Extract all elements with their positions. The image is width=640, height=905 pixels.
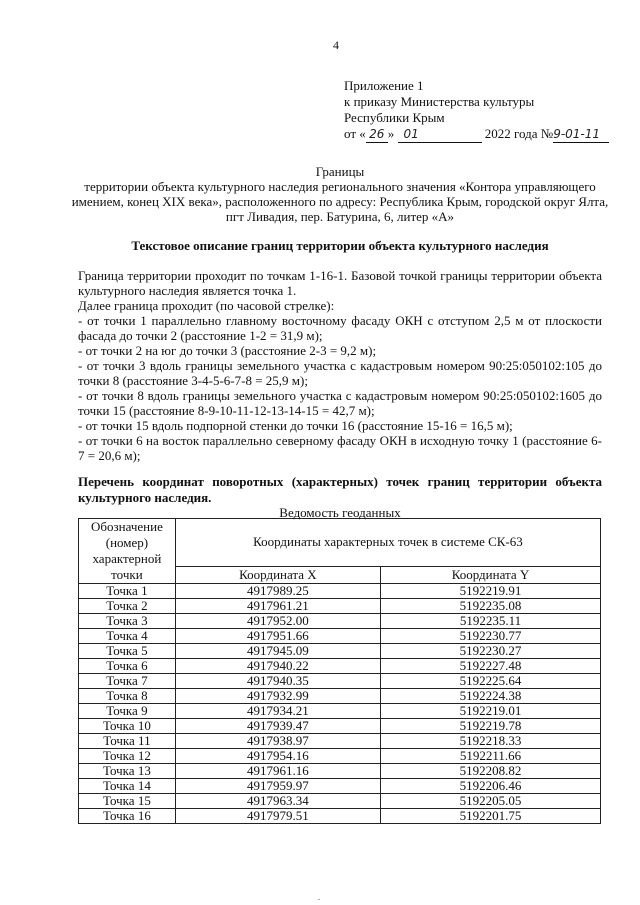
description-paragraph: - от точки 15 вдоль подпорной стенки до точки 16 (расстояние 15-16 = 16,5 м); <box>78 418 513 433</box>
table-cell-point: Точка 9 <box>79 704 176 719</box>
table-cell-y: 5192230.77 <box>380 629 600 644</box>
appendix-line-2: к приказу Министерства культуры <box>344 94 535 109</box>
table-cell-point: Точка 4 <box>79 629 176 644</box>
table-row <box>79 674 601 689</box>
table-cell-y: 5192230.27 <box>380 644 600 659</box>
appendix-line-1: Приложение 1 <box>344 78 424 93</box>
table-cell-y: 5192235.11 <box>380 614 600 629</box>
table-cell-x: 4917940.22 <box>175 659 380 674</box>
title-body: территории объекта культурного наследия регионального значения «Контора управляющего имением, конец XIX века», расположенного по адресу: Республика Крым, городской округ Ялта, пгт Ливадия, пер. Батурина, 6, литер «А» <box>71 179 609 224</box>
table-cell-x: 4917945.09 <box>175 644 380 659</box>
table-row <box>79 749 601 764</box>
table-cell-point: Точка 11 <box>79 734 176 749</box>
table-cell-point: Точка 15 <box>79 794 176 809</box>
table-cell-point: Точка 13 <box>79 764 176 779</box>
table-row <box>79 734 601 749</box>
table-cell-y: 5192205.05 <box>380 794 600 809</box>
table-row <box>79 659 601 674</box>
table-cell-point: Точка 6 <box>79 659 176 674</box>
table-cell-point: Точка 14 <box>79 779 176 794</box>
table-cell-x: 4917963.34 <box>175 794 380 809</box>
table-cell-point: Точка 8 <box>79 689 176 704</box>
table-row <box>79 794 601 809</box>
table-cell-y: 5192208.82 <box>380 764 600 779</box>
table-cell-x: 4917938.97 <box>175 734 380 749</box>
table-row <box>79 599 601 614</box>
date-month: 01 <box>398 126 482 143</box>
table-row <box>79 704 601 719</box>
table-cell-x: 4917932.99 <box>175 689 380 704</box>
header-y: Координата Y <box>380 566 600 583</box>
table-cell-point: Точка 1 <box>79 584 176 599</box>
boundary-description <box>78 268 602 463</box>
document-title <box>70 164 610 224</box>
table-cell-y: 5192218.33 <box>380 734 600 749</box>
footer-mark: . <box>318 893 320 902</box>
header-x: Координата X <box>175 566 380 583</box>
table-cell-x: 4917959.97 <box>175 779 380 794</box>
table-row <box>79 719 601 734</box>
table-cell-x: 4917952.00 <box>175 614 380 629</box>
description-paragraph: - от точки 6 на восток параллельно северному фасаду ОКН в исходную точку 1 (расстояние 6-7 = 20,6 м); <box>78 433 602 463</box>
table-cell-point: Точка 3 <box>79 614 176 629</box>
table-cell-y: 5192201.75 <box>380 809 600 824</box>
table-row <box>79 809 601 824</box>
table-cell-x: 4917940.35 <box>175 674 380 689</box>
date-prefix: от « <box>344 126 366 141</box>
table-row <box>79 779 601 794</box>
header-point: Обозначение (номер) характерной точки <box>79 519 176 584</box>
table-cell-x: 4917961.21 <box>175 599 380 614</box>
table-cell-point: Точка 5 <box>79 644 176 659</box>
table-cell-point: Точка 16 <box>79 809 176 824</box>
table-cell-y: 5192206.46 <box>380 779 600 794</box>
page-number: 4 <box>333 38 339 52</box>
description-paragraph: Граница территории проходит по точкам 1-16-1. Базовой точкой границы территории объекта культурного наследия является точка 1. <box>78 268 602 298</box>
table-cell-point: Точка 12 <box>79 749 176 764</box>
date-mid: » <box>387 126 395 141</box>
table-cell-y: 5192227.48 <box>380 659 600 674</box>
description-paragraph: Далее граница проходит (по часовой стрелке): <box>78 298 335 313</box>
coords-heading: Перечень координат поворотных (характерных) точек границ территории объекта культурного наследия. <box>78 474 602 505</box>
table-cell-x: 4917954.16 <box>175 749 380 764</box>
description-paragraph: - от точки 3 вдоль границы земельного участка с кадастровым номером 90:25:050102:105 до точки 8 (расстояние 3-4-5-6-7-8 = 25,9 м); <box>78 358 602 388</box>
section-subheading: Текстовое описание границ территории объекта культурного наследия <box>131 238 549 253</box>
description-paragraph: - от точки 2 на юг до точки 3 (расстояние 2-3 = 9,2 м); <box>78 343 377 358</box>
table-row <box>79 689 601 704</box>
description-paragraph: - от точки 8 вдоль границы земельного участка с кадастровым номером 90:25:050102:1605 до точки 15 (расстояние 8-9-10-11-12-13-14-15 = 42,7 м); <box>78 388 602 418</box>
table-cell-y: 5192235.08 <box>380 599 600 614</box>
table-cell-y: 5192224.38 <box>380 689 600 704</box>
header-coords: Координаты характерных точек в системе СК-63 <box>175 519 600 567</box>
table-cell-y: 5192225.64 <box>380 674 600 689</box>
date-year-text: 2022 года № <box>484 126 554 141</box>
table-cell-x: 4917951.66 <box>175 629 380 644</box>
table-row <box>79 614 601 629</box>
table-cell-y: 5192219.91 <box>380 584 600 599</box>
table-body <box>79 584 601 824</box>
table-cell-x: 4917979.51 <box>175 809 380 824</box>
table-cell-y: 5192211.66 <box>380 749 600 764</box>
order-number: 9-01-11 <box>553 126 609 143</box>
table-cell-y: 5192219.78 <box>380 719 600 734</box>
table-cell-point: Точка 7 <box>79 674 176 689</box>
table-row <box>79 764 601 779</box>
appendix-date-line <box>344 126 614 143</box>
table-cell-point: Точка 2 <box>79 599 176 614</box>
table-row <box>79 584 601 599</box>
table-cell-y: 5192219.01 <box>380 704 600 719</box>
table-cell-x: 4917989.25 <box>175 584 380 599</box>
table-row <box>79 629 601 644</box>
title-heading: Границы <box>315 164 365 179</box>
table-row <box>79 644 601 659</box>
table-cell-x: 4917939.47 <box>175 719 380 734</box>
geodata-table <box>78 518 601 824</box>
appendix-line-3: Республики Крым <box>344 110 445 125</box>
table-cell-point: Точка 10 <box>79 719 176 734</box>
table-cell-x: 4917961.16 <box>175 764 380 779</box>
appendix-block <box>344 78 614 143</box>
table-cell-x: 4917934.21 <box>175 704 380 719</box>
date-day: 26 <box>366 126 388 143</box>
table-caption: Ведомость геоданных <box>279 505 401 520</box>
description-paragraph: - от точки 1 параллельно главному восточному фасаду ОКН с отступом 2,5 м от плоскости фасада до точки 2 (расстояние 1-2 = 31,9 м); <box>78 313 602 343</box>
